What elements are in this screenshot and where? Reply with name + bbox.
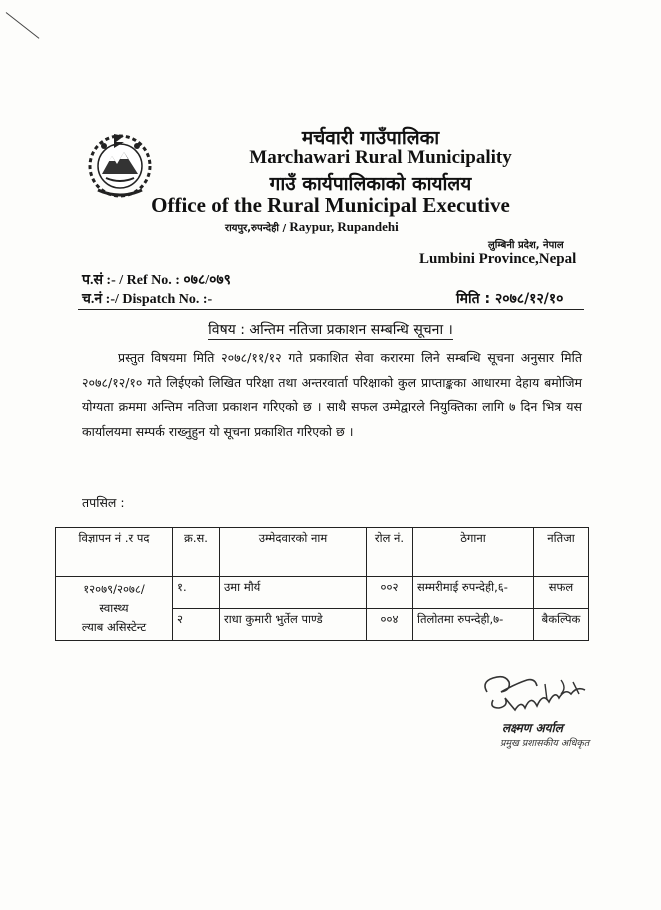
address-en: Raypur, Rupandehi — [289, 219, 399, 234]
header-address: ठेगाना — [413, 528, 534, 577]
candidate-name-cell: राधा कुमारी भुर्तेल पाण्डे — [220, 609, 367, 641]
document-date: मिति : २०७८/१२/१० — [456, 291, 564, 307]
post-title-line1: स्वास्थ्य — [99, 601, 129, 615]
header-candidate-name: उम्मेदवारको नाम — [220, 528, 367, 577]
serial-cell: १. — [173, 577, 220, 609]
header-post: विज्ञापन नं .र पद — [56, 528, 173, 577]
results-table — [55, 527, 589, 641]
office-name-np: गाउँ कार्यपालिकाको कार्यालय — [269, 173, 472, 195]
office-name-en: Office of the Rural Municipal Executive — [151, 193, 510, 217]
header-result: नतिजा — [534, 528, 589, 577]
roll-cell: ००२ — [367, 577, 413, 609]
reference-number: प.सं :- / Ref No. : ०७८/०७९ — [82, 273, 231, 288]
table-row — [56, 577, 589, 609]
office-address — [225, 219, 399, 235]
post-cell — [56, 577, 173, 641]
header-serial: क्र.स. — [173, 528, 220, 577]
subject-text: विषय : अन्तिम नतिजा प्रकाशन सम्बन्धि सूचना । — [208, 322, 453, 338]
header-roll-no: रोल नं. — [367, 528, 413, 577]
signatory-name: लक्ष्मण अर्याल — [502, 721, 563, 735]
province-np: लुम्बिनी प्रदेश, नेपाल — [488, 240, 564, 251]
municipality-name-en: Marchawari Rural Municipality — [249, 147, 512, 168]
address-cell: सम्मरीमाई रुपन्देही,६- — [413, 577, 534, 609]
advertisement-number: १२०७९/२०७८/ — [83, 582, 145, 596]
result-cell: बैकल्पिक — [534, 609, 589, 641]
post-title-line2: ल्याब असिस्टेन्ट — [81, 620, 147, 634]
notice-body: प्रस्तुत विषयमा मिति २०७८/११/१२ गते प्रकाशित सेवा करारमा लिने सम्बन्धि सूचना अनुसार मिति २०७८/१२/१० गते लिईएको लिखित परिक्षा तथा अन्तरवार्ता परिक्षाको कुल प्राप्ताङ्कका आधारमा देहाय बमोजिम योग्यता क्रममा अन्तिम नतिजा प्रकाशन गरिएको छ । साथै सफल उम्मेद्वारले नियुक्तिका लागि ७ दिन भित्र यस कार्यालयमा सम्पर्क राख्नुहुन यो सूचना प्रकाशित गरिएको छ । — [82, 350, 582, 439]
header-divider — [78, 309, 584, 310]
details-label: तपसिल : — [82, 495, 125, 510]
serial-cell: २ — [173, 609, 220, 641]
address-np: रायपुर,रुपन्देही / — [225, 223, 287, 234]
roll-cell: ००४ — [367, 609, 413, 641]
municipality-name-np: मर्चवारी गाउँपालिका — [301, 127, 440, 149]
result-cell: सफल — [534, 577, 589, 609]
province-en: Lumbini Province,Nepal — [419, 251, 577, 267]
candidate-name-cell: उमा मौर्य — [220, 577, 367, 609]
subject-line — [0, 320, 661, 339]
table-header-row — [56, 528, 589, 577]
dispatch-number: च.नं :-/ Dispatch No. :- — [82, 292, 213, 307]
signatory-title: प्रमुख प्रशासकीय अधिकृत — [500, 738, 590, 749]
address-cell: तिलोतमा रुपन्देही,७- — [413, 609, 534, 641]
scan-mark — [6, 12, 40, 39]
